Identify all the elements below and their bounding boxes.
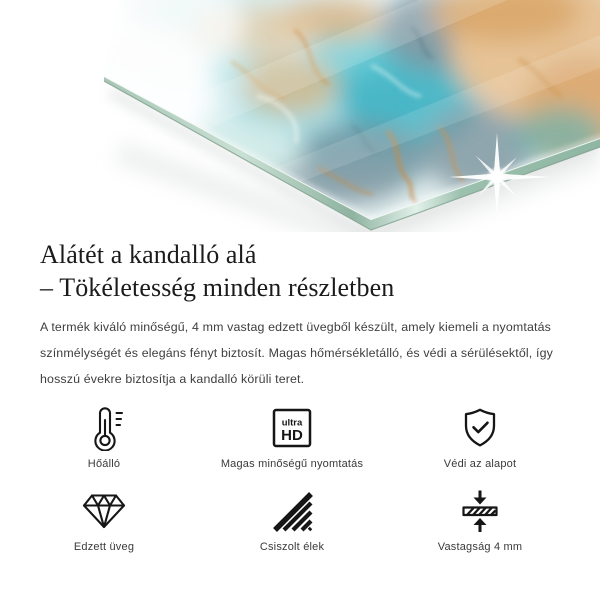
page-title bbox=[40, 238, 560, 304]
feature-thickness bbox=[438, 488, 523, 553]
diamond-icon bbox=[81, 488, 127, 534]
feature-protects-base bbox=[444, 405, 517, 470]
ultra-hd-icon bbox=[270, 405, 314, 451]
glass-hearth-panel-illustration bbox=[0, 0, 600, 232]
feature-label: Magas minőségű nyomtatás bbox=[220, 458, 364, 470]
feature-tempered-glass bbox=[74, 488, 134, 553]
thermometer-icon bbox=[83, 405, 125, 451]
product-image bbox=[0, 0, 600, 232]
svg-text:HD: HD bbox=[281, 427, 303, 444]
description-line: A termék kiváló minőségű, 4 mm vastag edzett üvegből készült, amely kiemeli a nyomtatás bbox=[40, 320, 551, 334]
feature-label: Csiszolt élek bbox=[259, 541, 325, 553]
page-title-line-2: – Tökéletesség minden részletben bbox=[40, 273, 395, 302]
product-description bbox=[40, 314, 560, 392]
feature-label: Hőálló bbox=[87, 458, 121, 470]
feature-heat-resistant bbox=[83, 405, 125, 470]
thickness-icon bbox=[458, 488, 502, 534]
shield-check-icon bbox=[458, 405, 502, 451]
feature-polished-edges bbox=[260, 488, 324, 553]
description-line: hosszú évekre biztosítja a kandalló körüli teret. bbox=[40, 372, 305, 386]
feature-label: Védi az alapot bbox=[443, 458, 517, 470]
page-title-line-1: Alátét a kandalló alá bbox=[40, 240, 257, 269]
feature-print-quality bbox=[221, 405, 363, 470]
feature-label: Edzett üveg bbox=[73, 541, 135, 553]
polished-edges-icon bbox=[270, 488, 314, 534]
feature-grid bbox=[10, 405, 574, 553]
svg-text:ultra: ultra bbox=[281, 417, 303, 429]
description-line: színmélységét és elegáns fényt biztosít. Magas hőmérsékletálló, és védi a sérülésektől, így bbox=[40, 346, 553, 360]
feature-label: Vastagság 4 mm bbox=[437, 541, 523, 553]
